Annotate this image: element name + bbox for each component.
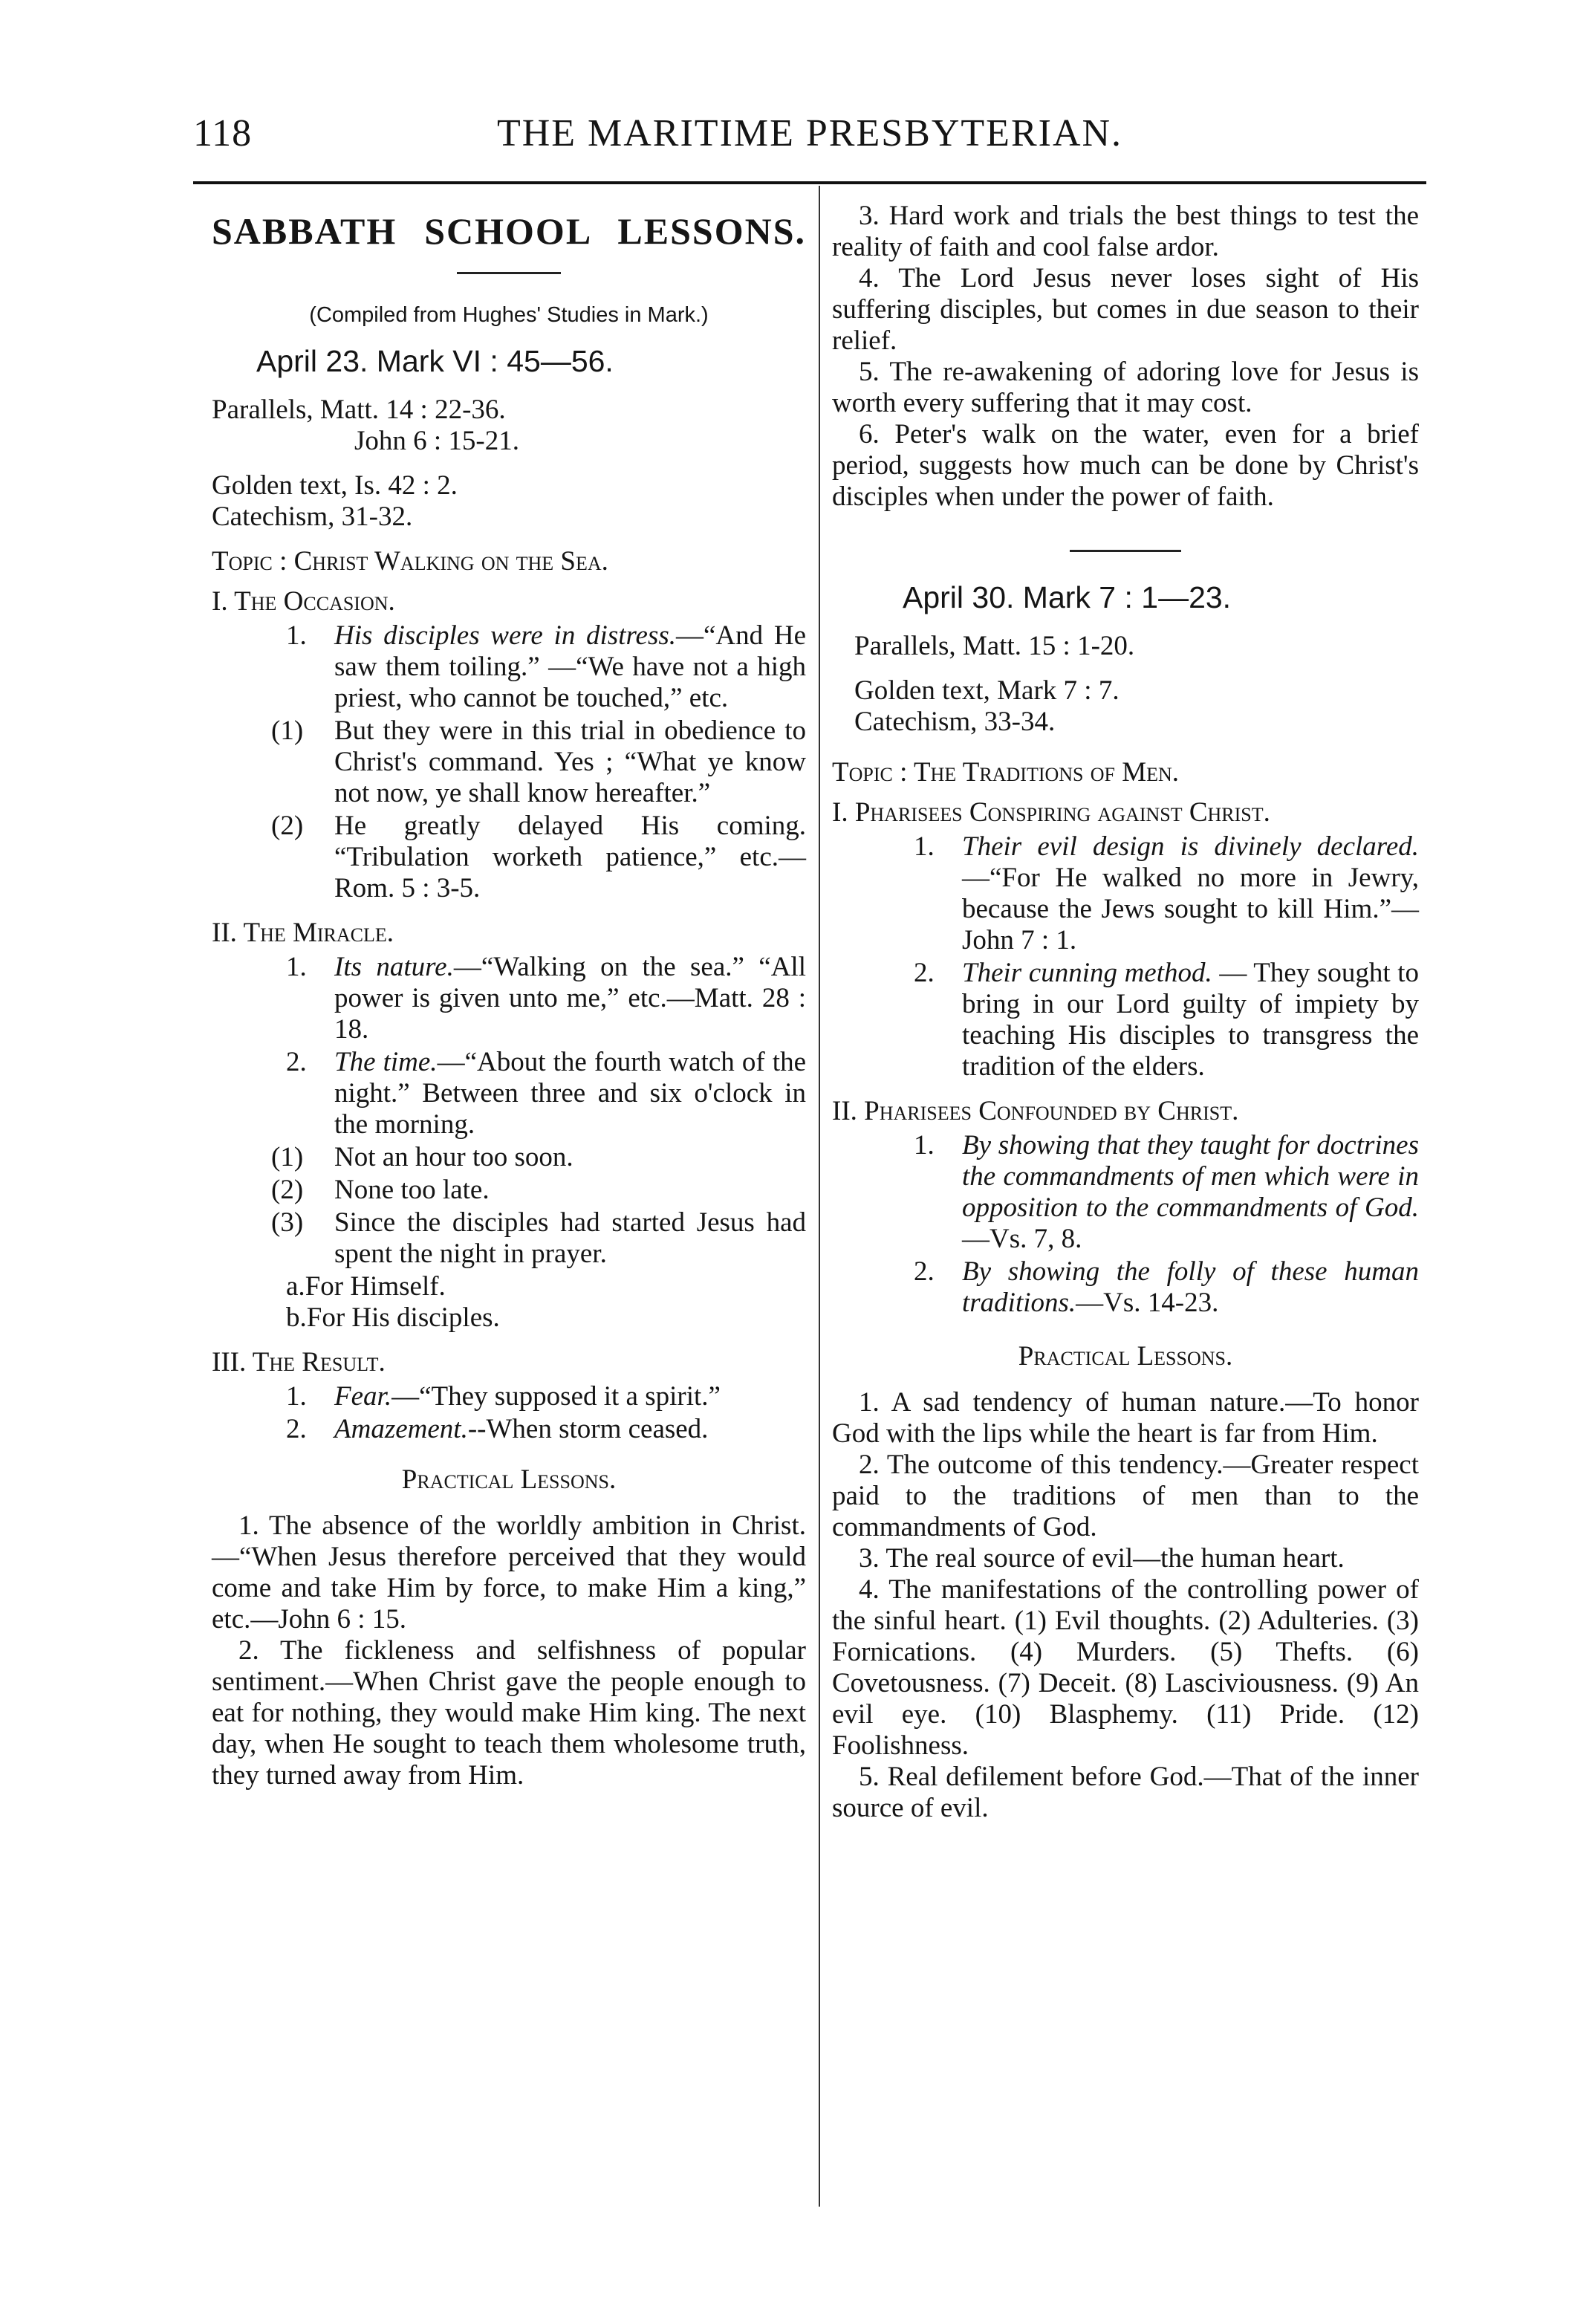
header-rule (193, 181, 1426, 184)
topic: Topic : The Traditions of Men. (832, 757, 1180, 788)
left-column (212, 201, 806, 1791)
section-rule (1070, 550, 1181, 552)
paragraph: 5. Real defilement before God.—That of the inner source of evil. (832, 1762, 1419, 1823)
section-title: SABBATH SCHOOL LESSONS. (212, 210, 806, 252)
list-item: 1. Fear.—“They supposed it a spirit.” (286, 1381, 721, 1412)
section-heading-miracle: II. The Miracle. (212, 918, 394, 948)
topic: Topic : Christ Walking on the Sea. (212, 546, 608, 577)
list-item: a.For Himself. (286, 1271, 446, 1302)
practical-lessons-heading: Practical Lessons. (401, 1464, 617, 1495)
list-item: 2. Their cunning method. — They sought to bring in our Lord guilty of impiety by teaching His disciples to transgress the tradition of the elders. (914, 958, 1419, 1082)
paragraph: 3. The real source of evil—the human heart. (859, 1543, 1345, 1574)
list-item: (1) But they were in this trial in obedience to Christ's command. Yes ; “What ye know not now, ye shall know hereafter.” (271, 715, 806, 808)
list-item: (2) He greatly delayed His coming. “Tribulation worketh patience,” etc.—Rom. 5 : 3-5. (271, 811, 806, 903)
paragraph: 5. The re-awakening of adoring love for Jesus is worth every suffering that it may cost. (832, 357, 1419, 418)
section-heading-confounded: II. Pharisees Confounded by Christ. (832, 1096, 1239, 1126)
section-heading-conspiring: I. Pharisees Conspiring against Christ. (832, 797, 1270, 828)
lesson-heading-april-30: April 30. Mark 7 : 1—23. (903, 580, 1232, 614)
golden-text: Golden text, Is. 42 : 2. (212, 470, 458, 501)
list-item: (1) Not an hour too soon. (271, 1142, 573, 1172)
column-divider (819, 186, 820, 2207)
practical-lessons-heading: Practical Lessons. (1018, 1341, 1233, 1372)
paragraph: 2. The outcome of this tendency.—Greater respect paid to the traditions of men than to the commandments of God. (832, 1450, 1419, 1542)
catechism: Catechism, 33-34. (854, 707, 1056, 737)
paragraph: 1. A sad tendency of human nature.—To honor God with the lips while the heart is far from Him. (832, 1387, 1419, 1449)
lesson-heading-april-23: April 23. Mark VI : 45—56. (256, 344, 614, 378)
right-column (832, 201, 1419, 1824)
compiled-note: (Compiled from Hughes' Studies in Mark.) (309, 303, 709, 327)
section-heading-occasion: I. The Occasion. (212, 586, 395, 617)
catechism: Catechism, 31-32. (212, 502, 413, 532)
journal-title: THE MARITIME PRESBYTERIAN. (496, 112, 1123, 155)
paragraph: 4. The Lord Jesus never loses sight of His suffering disciples, but comes in due season to their relief. (832, 263, 1419, 356)
parallels-line: Parallels, Matt. 15 : 1-20. (854, 631, 1135, 661)
paragraph: 2. The fickleness and selfishness of popular sentiment.—When Christ gave the people enough to eat for nothing, they would make Him king. The next day, when He sought to teach them wholesome truth, they turned away from Him. (212, 1635, 806, 1791)
paragraph: 3. Hard work and trials the best things to test the reality of faith and cool false ardor. (832, 201, 1419, 262)
page-number: 118 (193, 112, 253, 155)
parallels-line-1: Parallels, Matt. 14 : 22-36. (212, 395, 506, 425)
list-item: 2. By showing the folly of these human traditions.—Vs. 14-23. (914, 1256, 1419, 1318)
section-heading-result: III. The Result. (212, 1347, 386, 1377)
golden-text: Golden text, Mark 7 : 7. (854, 675, 1120, 706)
list-item: b.For His disciples. (286, 1302, 500, 1333)
paragraph: 6. Peter's walk on the water, even for a brief period, suggests how much can be done by Christ's disciples when under the power of faith. (832, 419, 1419, 512)
list-item: 1. Its nature.—“Walking on the sea.” “All power is given unto me,” etc.—Matt. 28 : 18. (286, 952, 806, 1045)
list-item: 2. Amazement.--When storm ceased. (286, 1414, 709, 1444)
parallels-line-2: John 6 : 15-21. (354, 426, 519, 456)
list-item: 2. The time.—“About the fourth watch of the night.” Between three and six o'clock in the morning. (286, 1047, 806, 1140)
list-item: (3) Since the disciples had started Jesus had spent the night in prayer. (271, 1207, 806, 1269)
list-item: 1. His disciples were in distress.—“And He saw them toiling.” —“We have not a high priest, who cannot be touched,” etc. (286, 620, 806, 713)
list-item: 1. By showing that they taught for doctrines the commandments of men which were in opposition to the commandments of God.—Vs. 7, 8. (914, 1130, 1419, 1254)
running-head (193, 111, 1426, 163)
list-item: (2) None too late. (271, 1175, 490, 1205)
paragraph: 4. The manifestations of the controlling power of the sinful heart. (1) Evil thoughts. (2) Adulteries. (3) Fornications. (4) Murders. (5) Thefts. (6) Covetousness. (7) Deceit. (8) Lasciviousness. (9) An evil eye. (10) Blasphemy. (11) Pride. (12) Foolishness. (832, 1574, 1419, 1761)
list-item: 1. Their evil design is divinely declared.—“For He walked no more in Jewry, because the Jews sought to kill Him.”—John 7 : 1. (914, 831, 1419, 955)
paragraph: 1. The absence of the worldly ambition in Christ.—“When Jesus therefore perceived that they would come and take Him by force, to make Him a king,” etc.—John 6 : 15. (212, 1510, 806, 1635)
title-rule (457, 272, 561, 274)
